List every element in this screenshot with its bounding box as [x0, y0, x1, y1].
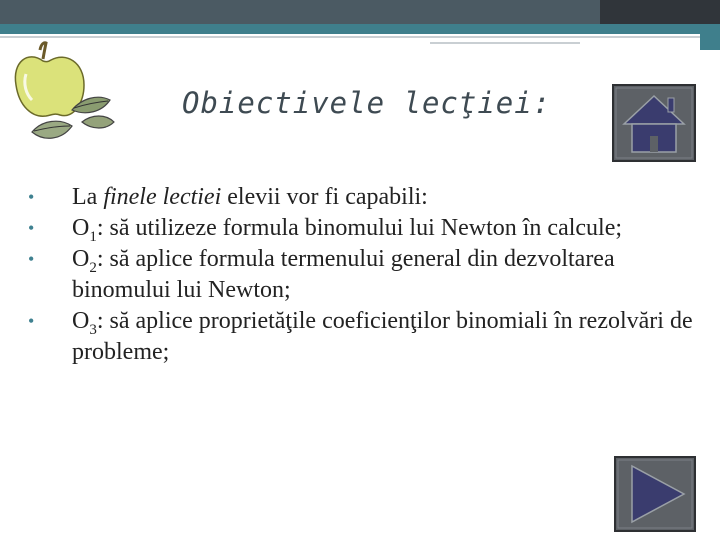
- list-item: [20, 182, 710, 213]
- next-slide-button[interactable]: [614, 456, 696, 532]
- list-item: [20, 213, 710, 244]
- home-button[interactable]: [612, 84, 696, 162]
- objective-index: 1: [89, 228, 97, 245]
- objective-text: : să aplice proprietăţile coeficienţilor binomiali în rezolvări de probleme;: [72, 308, 693, 365]
- divider-line: [0, 36, 700, 38]
- objective-index: 2: [89, 259, 97, 276]
- page-title: Obiectivele lecţiei:: [182, 86, 552, 120]
- objective-label: O: [72, 246, 90, 272]
- top-banner-dark: [600, 0, 720, 24]
- divider-line-short: [430, 42, 580, 44]
- bullet-text: La: [72, 184, 104, 210]
- bullet-emphasis: finele lectiei: [103, 184, 222, 210]
- bullet-dot: •: [28, 249, 35, 269]
- bullet-dot: •: [28, 218, 35, 238]
- list-item: [20, 306, 710, 368]
- bullet-dot: •: [28, 187, 35, 207]
- objective-label: O: [72, 308, 90, 334]
- top-accent-strip-end: [700, 24, 720, 50]
- objective-index: 3: [89, 321, 97, 338]
- apple-icon: [10, 40, 120, 145]
- objective-text: : să utilizeze formula binomului lui Newton în calcule;: [96, 215, 623, 241]
- objective-text: : să aplice formula termenului general din dezvoltarea binomului lui Newton;: [72, 246, 615, 303]
- top-accent-strip: [0, 24, 720, 34]
- list-item: [20, 244, 710, 306]
- objectives-list: [20, 182, 710, 368]
- objective-label: O: [72, 215, 90, 241]
- bullet-dot: •: [28, 311, 35, 331]
- bullet-text-rest: elevii vor fi capabili:: [221, 184, 428, 210]
